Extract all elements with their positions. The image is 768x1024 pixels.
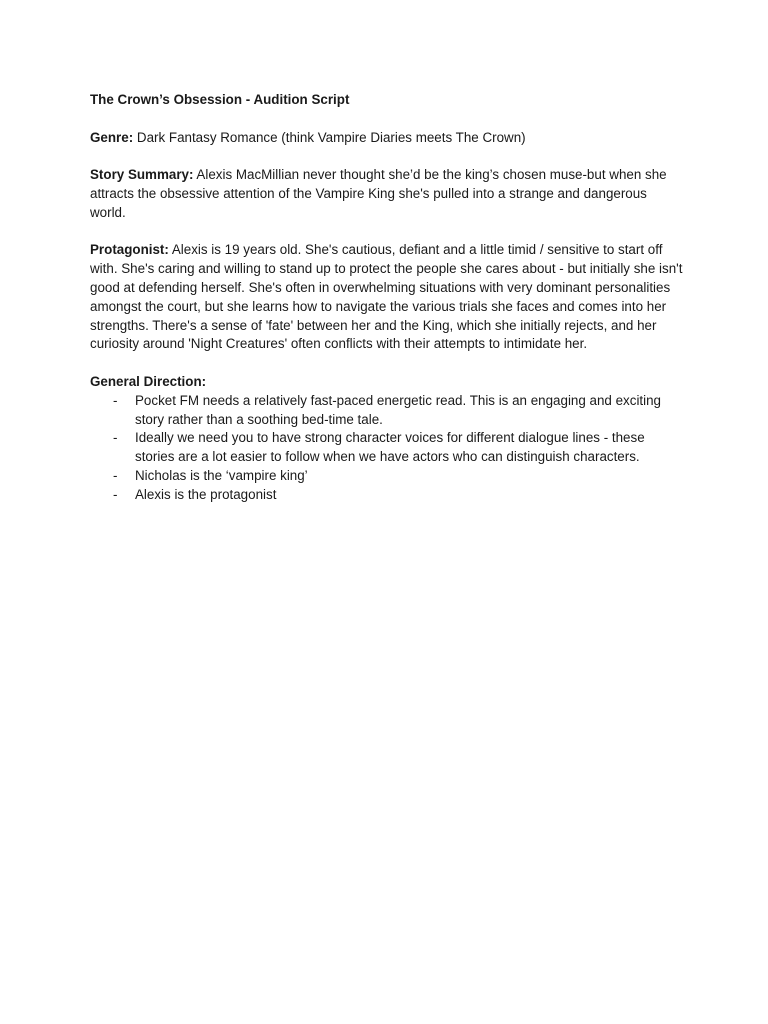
document-title: The Crown’s Obsession - Audition Script bbox=[90, 92, 350, 107]
list-bullet: - bbox=[113, 392, 118, 408]
genre-text: Dark Fantasy Romance (think Vampire Diaries meets The Crown) bbox=[133, 129, 526, 145]
list-item-text: Alexis is the protagonist bbox=[135, 486, 277, 502]
protagonist-label: Protagonist: bbox=[90, 242, 169, 258]
list-bullet: - bbox=[113, 467, 118, 483]
genre-label: Genre: bbox=[90, 129, 134, 145]
protagonist-text: Alexis is 19 years old. She's cautious, defiant and a little timid / sensitive to start off with. She's caring and willing to stand up to protect the people she cares about - but initially she isn't good at defending herself. She's often in overwhelming situations with very dominant personalities amongst the court, but she learns how to navigate the various trials she faces and comes into her strengths. There's a sense of 'fate' between her and the King, which she initially rejects, and her curiosity around 'Night Creatures' often conflicts with their attempts to intimidate her. bbox=[90, 242, 683, 352]
summary-paragraph bbox=[90, 166, 684, 222]
list-item-text: Pocket FM needs a relatively fast-paced energetic read. This is an engaging and exciting story rather than a soothing bed-time tale. bbox=[135, 392, 662, 427]
list-item bbox=[90, 486, 684, 505]
genre-paragraph bbox=[90, 129, 684, 148]
list-item bbox=[90, 392, 684, 430]
document-page bbox=[90, 91, 684, 505]
summary-text: Alexis MacMillian never thought she’d be the king’s chosen muse-but when she attracts the obsessive attention of the Vampire King she's pulled into a strange and dangerous world. bbox=[90, 167, 667, 220]
list-bullet: - bbox=[113, 486, 118, 502]
direction-list bbox=[90, 392, 684, 505]
summary-label: Story Summary: bbox=[90, 167, 194, 183]
protagonist-paragraph bbox=[90, 241, 684, 354]
list-item bbox=[90, 467, 684, 486]
list-bullet: - bbox=[113, 430, 118, 446]
list-item bbox=[90, 429, 684, 467]
general-direction-heading: General Direction: bbox=[90, 373, 207, 389]
list-item-text: Ideally we need you to have strong character voices for different dialogue lines - these stories are a lot easier to follow when we have actors who can distinguish characters. bbox=[135, 430, 645, 465]
list-item-text: Nicholas is the ‘vampire king’ bbox=[135, 467, 308, 483]
